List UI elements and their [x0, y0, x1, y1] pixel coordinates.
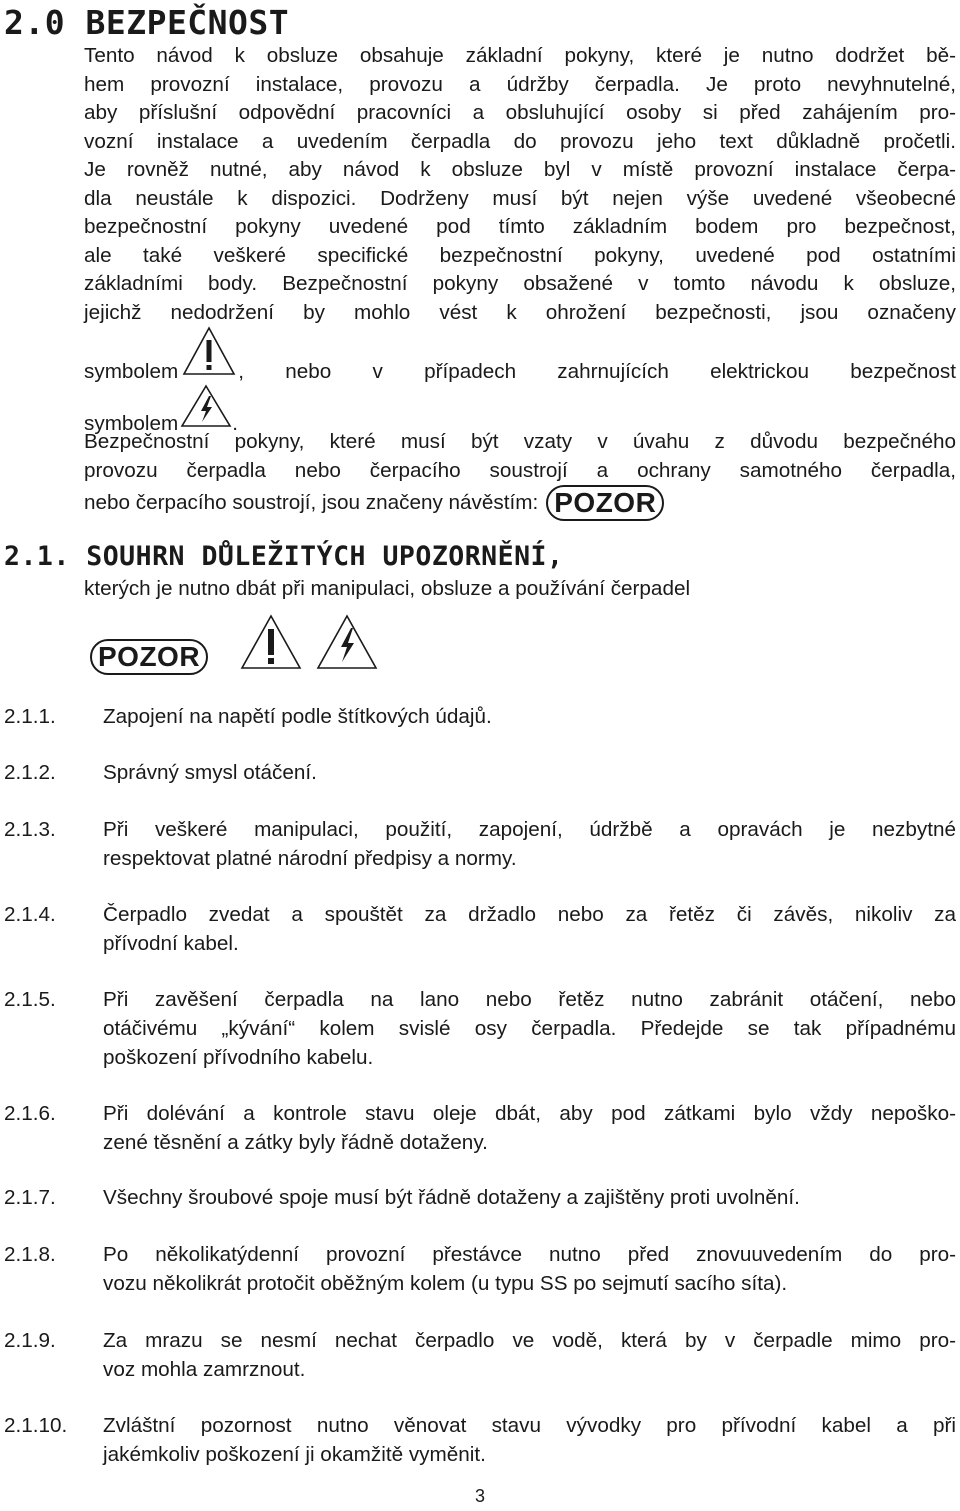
warning-exclamation-icon [182, 326, 236, 384]
paragraph-line: jejichž nedodržení by mohlo vést k ohrožení bezpečnosti, jsou označeny [84, 300, 956, 324]
item-line: Čerpadlo zvedat a spouštět za držadlo nebo za řetěz či závěs, nikoliv za [103, 903, 956, 926]
item-text [103, 900, 956, 958]
item-number: 2.1.7. [4, 1186, 56, 1209]
item-text [103, 815, 956, 873]
item-line: poškození přívodního kabelu. [103, 1046, 374, 1069]
page-number: 3 [474, 1486, 485, 1506]
pozor-badge: POZOR [546, 485, 664, 521]
subsection-subtitle: kterých je nutno dbát při manipulaci, obsluze a používání čerpadel [84, 577, 691, 600]
item-line: Při zavěšení čerpadla na lano nebo řetěz nutno zabránit otáčení, nebo [103, 988, 956, 1011]
item-line: voz mohla zamrznout. [103, 1358, 306, 1381]
item-number: 2.1.6. [4, 1102, 56, 1125]
pozor-line [84, 485, 956, 521]
item-text [103, 1183, 956, 1212]
item-number: 2.1.5. [4, 988, 56, 1011]
electrical-hazard-icon [316, 614, 378, 675]
item-line: přívodní kabel. [103, 932, 239, 955]
paragraph-line: Tento návod k obsluze obsahuje základní pokyny, které je nutno dodržet bě- [84, 44, 956, 67]
subsection-heading: 2.1. SOUHRN DŮLEŽITÝCH UPOZORNĚNÍ, [4, 541, 564, 572]
item-text [103, 1411, 956, 1469]
item-line: jakémkoliv poškození ji okamžitě vyměnit. [103, 1443, 486, 1466]
item-line: Za mrazu se nesmí nechat čerpadlo ve vodě, která by v čerpadle mimo pro- [103, 1329, 956, 1352]
paragraph-line: vozní instalace a uvedením čerpadla do provozu jeho text důkladně pročetli. [84, 129, 956, 153]
paragraph-line: dla neustále k dispozici. Dodrženy musí být nejen výše uvedené všeobecné [84, 186, 956, 210]
item-text [103, 985, 956, 1072]
item-line: Všechny šroubové spoje musí být řádně dotaženy a zajištěny proti uvolnění. [103, 1186, 800, 1209]
item-number: 2.1.3. [4, 818, 56, 841]
symbol-line-general [84, 326, 956, 386]
item-text [103, 758, 956, 787]
item-line: respektovat platné národní předpisy a normy. [103, 847, 517, 870]
item-text [103, 1240, 956, 1298]
item-number: 2.1.8. [4, 1243, 56, 1266]
item-line: Při dolévání a kontrole stavu oleje dbát, aby pod zátkami bylo vždy nepoško- [103, 1102, 956, 1125]
item-line: zené těsnění a zátky byly řádně dotaženy. [103, 1131, 488, 1154]
item-number: 2.1.2. [4, 761, 56, 784]
symbol-word: symbolem [84, 360, 179, 383]
pozor-badge: POZOR [90, 639, 208, 675]
item-number: 2.1.4. [4, 903, 56, 926]
pozor-line-text: nebo čerpacího soustrojí, jsou značeny návěstím: [84, 491, 539, 514]
symbol-line-period: . [232, 412, 239, 435]
item-line: Zvláštní pozornost nutno věnovat stavu vývodky pro přívodní kabel a při [103, 1414, 956, 1437]
item-number: 2.1.1. [4, 705, 56, 728]
item-line: Při veškeré manipulaci, použití, zapojení, údržbě a opravách je nezbytné [103, 818, 956, 841]
warning-exclamation-icon [240, 614, 302, 675]
item-text [103, 1326, 956, 1384]
item-text [103, 702, 956, 731]
symbol-line-text: , nebo v případech zahrnujících elektrickou bezpečnost [238, 360, 956, 383]
item-line: Po několikatýdenní provozní přestávce nutno před znovuuvedením do pro- [103, 1243, 956, 1266]
paragraph-line: Bezpečnostní pokyny, které musí být vzaty v úvahu z důvodu bezpečného [84, 430, 956, 453]
paragraph-line: bezpečnostní pokyny uvedené pod tímto základním bodem pro bezpečnost, [84, 215, 956, 238]
intro-paragraph [84, 42, 956, 327]
item-line: Správný smysl otáčení. [103, 761, 317, 784]
warning-icon-row [90, 614, 378, 675]
paragraph-line: provozu čerpadla nebo čerpacího soustrojí a ochrany samotného čerpadla, [84, 458, 956, 482]
paragraph-line: Je rovněž nutné, aby návod k obsluze byl v místě provozní instalace čerpa- [84, 158, 956, 181]
item-number: 2.1.10. [4, 1414, 68, 1437]
item-line: Zapojení na napětí podle štítkových údajů. [103, 705, 492, 728]
pozor-paragraph [84, 428, 956, 485]
paragraph-line: základními body. Bezpečnostní pokyny obsažené v tomto návodu k obsluze, [84, 272, 956, 295]
item-line: otáčivému „kývání“ kolem svislé osy čerpadla. Předejde se tak případnému [103, 1017, 956, 1040]
section-heading: 2.0 BEZPEČNOST [4, 3, 290, 42]
symbol-word: symbolem [84, 412, 179, 435]
paragraph-line: hem provozní instalace, provozu a údržby čerpadla. Je proto nevyhnutelné, [84, 72, 956, 96]
paragraph-line: ale také veškeré specifické bezpečnostní pokyny, uvedené pod ostatními [84, 243, 956, 267]
item-text [103, 1099, 956, 1157]
paragraph-line: aby příslušní odpovědní pracovníci a obsluhující osoby si před zahájením pro- [84, 101, 956, 124]
item-number: 2.1.9. [4, 1329, 56, 1352]
item-line: vozu několikrát protočit oběžným kolem (u typu SS po sejmutí sacího síta). [103, 1272, 788, 1295]
